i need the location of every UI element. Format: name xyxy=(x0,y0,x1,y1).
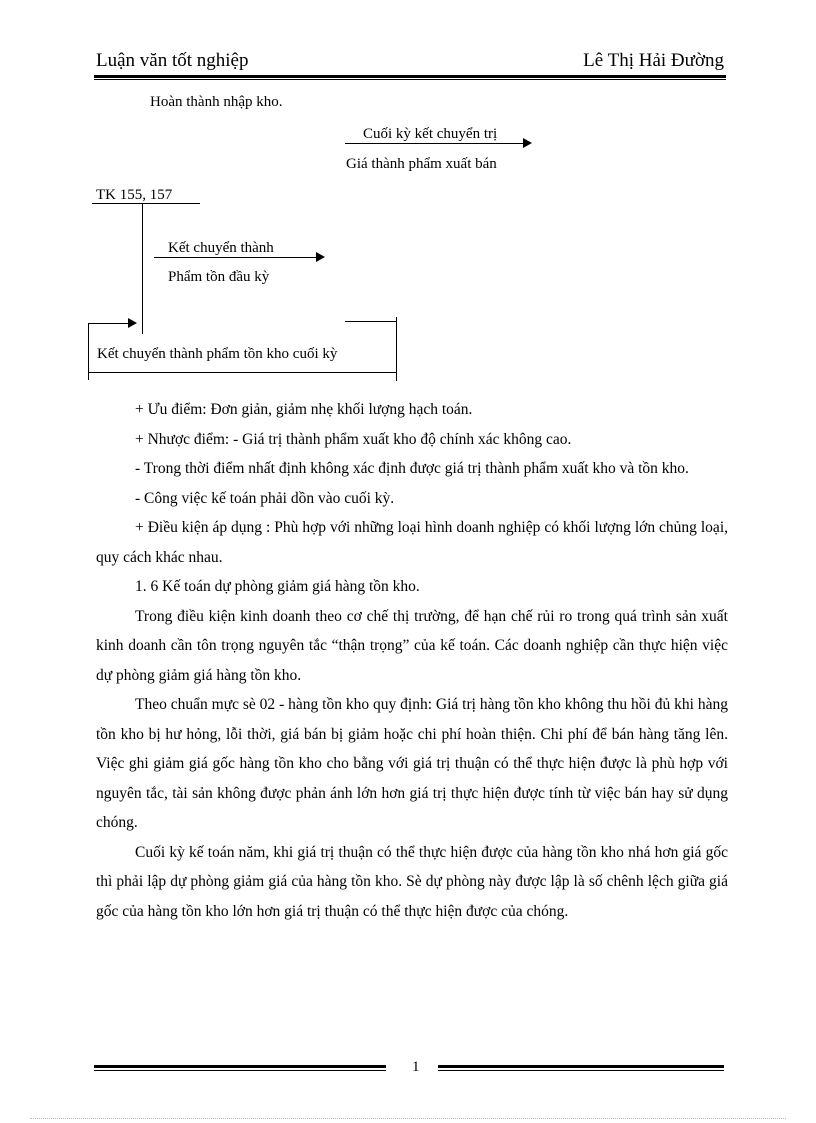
footer-rule-left xyxy=(94,1065,386,1068)
footer-rule-left-thin xyxy=(94,1070,386,1071)
disadvantage-detail-1: - Trong thời điểm nhất định không xác định được giá trị thành phẩm xuất kho và tồn kho. xyxy=(135,460,689,477)
condition-paragraph: + Điều kiện áp dụng : Phù hợp với những loại hình doanh nghiệp có khối lượng lớn chủng loại, quy cách khác nhau. xyxy=(96,519,728,566)
body-paragraph-1: Trong điều kiện kinh doanh theo cơ chế thị trường, để hạn chế rủi ro trong quá trình sản xuất kinh doanh cần tôn trọng nguyên tắc “thận trọng” của kế toán. Các doanh nghiệp cần thực hiện việc dự phòng giảm giá hàng tồn kho. xyxy=(96,607,728,684)
diagram-bottom-line xyxy=(88,372,396,373)
diagram-cogs-label: Giá thành phẩm xuất bán xyxy=(346,156,497,172)
diagram-transfer-close-label: Kết chuyển thành phẩm tồn kho cuối kỳ xyxy=(97,346,338,362)
diagram-end-transfer-label: Cuối kỳ kết chuyển trị xyxy=(363,126,498,142)
diagram-account-label: TK 155, 157 xyxy=(96,187,173,203)
body-paragraph-2: Theo chuẩn mực sè 02 - hàng tồn kho quy định: Giá trị hàng tồn kho không thu hồi đủ khi hàng tồn kho bị hư hỏng, lỗi thời, giá bán bị giảm hoặc chi phí hoàn thiện. Chi phí để bán hàng tăng lên. Việc ghi giảm giá gốc hàng tồn kho cho bằng với giá trị thuận có thể thực hiện được là phù hợp với nguyên tắc, tài sản không được phản ánh lớn hơn giá trị thực hiện được tính từ việc bán hay sử dụng chóng. xyxy=(96,696,728,831)
diagram-arrowhead-1 xyxy=(523,138,532,148)
diagram-account-vertical xyxy=(142,203,143,334)
diagram-arrowhead-3 xyxy=(128,318,137,328)
diagram-arrow-line-2 xyxy=(154,257,316,258)
disadvantage-detail-2: - Công việc kế toán phải dồn vào cuối kỳ. xyxy=(135,489,395,507)
body-text xyxy=(96,395,728,926)
diagram-return-line xyxy=(88,323,128,324)
footer-rule-right-thin xyxy=(438,1070,724,1071)
body-paragraph-3: Cuối kỳ kế toán năm, khi giá trị thuận có thể thực hiện được của hàng tồn kho nhá hơn giá gốc thì phải lập dự phòng giảm giá của hàng tồn kho. Sè dự phòng này được lập là số chênh lệch giữa giá gốc của hàng tồn kho lớn hơn giá trị thuận có thể thực hiện được của chóng. xyxy=(96,843,728,920)
header-divider xyxy=(94,75,726,78)
diagram-right-top-line xyxy=(345,321,396,322)
diagram-right-vertical xyxy=(396,317,397,381)
page-edge xyxy=(30,1118,786,1119)
diagram-completed-label: Hoàn thành nhập kho. xyxy=(150,94,283,110)
header-left-title: Luận văn tốt nghiệp xyxy=(96,50,249,71)
diagram-account-underline xyxy=(92,203,200,204)
section-heading: 1. 6 Kế toán dự phòng giảm giá hàng tồn kho. xyxy=(135,578,420,595)
footer-rule-right xyxy=(438,1065,724,1068)
diagram-transfer-open-label-2: Phẩm tồn đầu kỳ xyxy=(168,269,270,285)
header-right-author: Lê Thị Hải Đường xyxy=(583,50,724,71)
diagram-arrow-line-1 xyxy=(345,143,523,144)
advantage-paragraph: + Ưu điểm: Đơn giản, giảm nhẹ khối lượng hạch toán. xyxy=(135,401,473,418)
diagram-transfer-open-label-1: Kết chuyển thành xyxy=(168,240,274,256)
header-divider-thin xyxy=(94,79,726,80)
disadvantage-paragraph: + Nhược điểm: - Giá trị thành phẩm xuất kho độ chính xác không cao. xyxy=(135,430,572,448)
page-number: 1 xyxy=(412,1059,420,1075)
diagram-arrowhead-2 xyxy=(316,252,325,262)
